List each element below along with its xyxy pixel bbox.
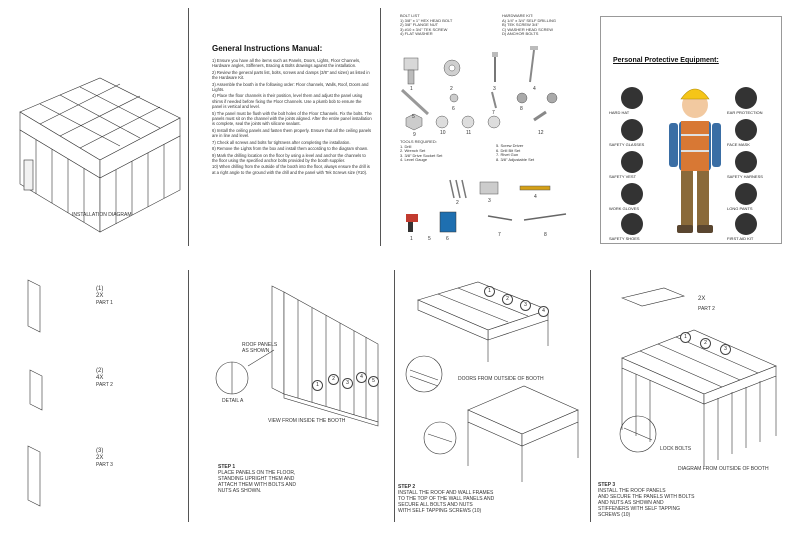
page-divider [590, 270, 591, 522]
tool-number: 6 [446, 236, 449, 242]
tool-number: 8 [544, 232, 547, 238]
part-number: 12 [538, 130, 544, 136]
step-line: PLACE PANELS ON THE FLOOR, [218, 470, 296, 476]
safety-shoes-icon [621, 213, 643, 235]
step-line: TO THE TOP OF THE WALL PANELS AND [398, 496, 495, 502]
ppe-label: SAFETY HARNESS [727, 174, 763, 179]
bolt-list-line: 3) #10 x 3/4" TEK SCREW [400, 26, 448, 32]
roof-note: ROOF PANELS AS SHOWN [242, 342, 278, 354]
work-gloves-icon [621, 183, 643, 205]
safety-vest-icon [621, 151, 643, 173]
step-line: ATTACH THEM WITH BOLTS AND [218, 482, 296, 488]
wrench-set-icon [450, 180, 454, 198]
page-ppe [600, 16, 782, 244]
step-line: AND SECURE THE PANELS WITH BOLTS [598, 494, 695, 500]
tools-line: 8. 3/8" Adjustable Set [496, 156, 535, 162]
ppe-title: Personal Protective Equipment: [613, 57, 719, 64]
step3-instructions [598, 482, 778, 518]
adjustable-wrench-icon [524, 214, 566, 220]
step-line: SECURE ALL BOLTS AND NUTS [398, 502, 473, 508]
drill-icon [406, 214, 418, 232]
tool-number: 3 [488, 198, 491, 204]
instruction-paragraph: 6) Install the ceiling panels and fasten them properly. Ensure that all the ceiling panels are in line and level. [212, 127, 372, 139]
step-line: INSTALL THE ROOF AND WALL FRAMES [398, 490, 494, 496]
socket-set-icon [480, 182, 498, 194]
face-mask-icon [735, 119, 757, 141]
part-qty: 2X [96, 293, 104, 299]
step3-qty: 2X [698, 296, 706, 302]
hardware-kit-line: A) 1/4" x 3/4" SELF DRILLING [502, 17, 556, 23]
ppe-label: FACE MASK [727, 142, 750, 147]
page-parts [0, 270, 188, 532]
instruction-paragraph: 10) When drilling from the outside of the booth into the floor, always ensure the drill is at a right angle to the ground with the drill and the panel with Tek Screws size (#10). [212, 164, 370, 175]
ppe-label: SAFETY SHOES [609, 236, 640, 241]
step1-instructions [218, 464, 388, 494]
cap-nut-icon [517, 93, 527, 103]
step-line: AND NUTS AS SHOWN AND [598, 500, 664, 506]
first-aid-icon [735, 213, 757, 235]
level-gauge-icon [520, 186, 550, 190]
tools-line: TOOLS REQUIRED: [400, 139, 437, 144]
instruction-paragraph: 3) Assemble the booth in the following order: Floor channels, Walls, Roof, Doors and Lights. [212, 81, 369, 93]
step2-instructions [398, 484, 578, 514]
callout: 4 [356, 372, 367, 383]
instruction-paragraph: 4) Place the floor channels in their position, level them and adjust the panel using shims if needed before fixing the Floor Channels. Use a plumb bob to ensure the panel is vertical and level. [212, 93, 363, 110]
part-name: PART 3 [96, 462, 113, 468]
washer-icon [488, 116, 500, 128]
detail-label: DETAIL A [222, 398, 244, 404]
callout: 2 [328, 374, 339, 385]
nut-icon [450, 94, 458, 102]
callout: 1 [484, 286, 495, 297]
rivet-gun-icon [488, 216, 512, 220]
step-title: STEP 2 [398, 484, 416, 490]
step3-part: PART 2 [698, 306, 715, 312]
step1-caption: VIEW FROM INSIDE THE BOOTH [268, 418, 346, 424]
drill-bit-set-icon [440, 212, 456, 232]
hardware-kit-line: C) WASHER HEAD SCREW [502, 26, 553, 32]
page-step2 [398, 270, 588, 532]
harness-icon [735, 151, 757, 173]
tool-number: 4 [534, 194, 537, 200]
part-qty: 4X [96, 375, 104, 381]
long-screw-icon [530, 46, 538, 82]
part-circle: (2) [96, 368, 104, 374]
ppe-label: LONG PANTS [727, 206, 753, 211]
ear-protection-icon [735, 87, 757, 109]
page-divider [394, 270, 395, 522]
page-cover [0, 0, 188, 250]
flange-nut-icon [444, 60, 460, 76]
parts-drawing [0, 270, 188, 532]
hardware-parts-drawing [384, 0, 580, 250]
step2-caption: DOORS FROM OUTSIDE OF BOOTH [458, 376, 544, 382]
step-title: STEP 1 [218, 464, 236, 470]
callout: 1 [312, 380, 323, 391]
part-number: 2 [450, 86, 453, 92]
tools-line: 1. Drill [400, 143, 412, 149]
tek-screw-icon [492, 52, 498, 82]
part-circle: (1) [96, 286, 104, 292]
bolt-list-line: BOLT LIST [400, 13, 420, 18]
callout: 4 [538, 306, 549, 317]
tools-list-right [496, 144, 576, 162]
general-title: General Instructions Manual: [212, 44, 323, 53]
hard-hat-icon [621, 87, 643, 109]
cover-caption: INSTALLATION DIAGRAM [72, 212, 132, 218]
tool-number: 7 [498, 232, 501, 238]
hardware-kit-line: HARDWARE KIT: [502, 13, 534, 18]
step-line: STANDING UPRIGHT THEM AND [218, 476, 295, 482]
ppe-label: SAFETY GLASSES [609, 142, 645, 147]
washer-icon [436, 116, 448, 128]
part-number: 11 [466, 130, 472, 136]
ppe-label: SAFETY VEST [609, 174, 637, 179]
instruction-paragraph: 5) The panel must be flush with the bolt holes of the Floor Channels. Fix the bolts. The panels must sit on the channel with the joints aligned. After the entire panel installation is complete, seal the joints with silicone sealant. [212, 110, 372, 127]
part-number: 10 [440, 130, 446, 136]
bolt-list-line: 4) FLAT WASHER [400, 31, 433, 37]
part-name: PART 1 [96, 300, 113, 306]
tools-line: 4. Level Gauge [400, 157, 428, 163]
long-pants-icon [735, 183, 757, 205]
ppe-label: WORK GLOVES [609, 206, 640, 211]
part-qty: 2X [96, 455, 104, 461]
tools-line: 2. Wrench Set [400, 148, 426, 154]
safety-glasses-icon [621, 119, 643, 141]
part-number: 8 [520, 106, 523, 112]
part-entry [96, 448, 156, 468]
wrench-set-icon [456, 180, 460, 198]
instruction-paragraph: 2) Review the general parts list, bolts, screws and clamps (3/8" and sizes) as listed in the Hardware Kit. [212, 69, 370, 81]
tools-line: 3. 3/8" Drive Socket Set [400, 152, 443, 158]
part-number: 5 [412, 114, 415, 120]
bolt-list-line: 2) 3/8" FLANGE NUT [400, 22, 439, 28]
hardware-kit-line: B) TEK SCREW 3/4" [502, 22, 539, 28]
washer-icon [462, 116, 474, 128]
step-line: INSTALL THE ROOF PANELS [598, 488, 666, 494]
instruction-paragraph: 7) Check all screws and bolts for tightness after completing the installation. [212, 139, 351, 145]
part-number: 7 [492, 110, 495, 116]
step-line: STIFFENERS WITH SELF TAPPING [598, 506, 681, 512]
tools-line: 7. Rivet Gun [496, 152, 519, 158]
callout: 1 [680, 332, 691, 343]
rivet-icon [534, 112, 546, 120]
part-entry [96, 368, 156, 388]
page-step1 [192, 270, 392, 532]
step-title: STEP 3 [598, 482, 616, 488]
page-divider [380, 8, 381, 246]
step-line: WITH SELF TAPPING SCREWS (10) [398, 508, 482, 514]
page-divider [188, 8, 189, 246]
step3-note: LOCK BOLTS [660, 446, 692, 452]
part-entry [96, 286, 156, 306]
step3-caption: DIAGRAM FROM OUTSIDE OF BOOTH [678, 466, 769, 472]
callout: 2 [700, 338, 711, 349]
step-line: NUTS AS SHOWN. [218, 488, 262, 494]
tools-line: 5. Screw Driver [496, 143, 524, 148]
instruction-paragraph: 1) Ensure you have all the items such as Panels, Doors, Lights, Floor Channels, Hardware angles, Stiffeners, Bracing & Bolts drawings against the installation. [212, 58, 361, 69]
ppe-label: EAR PROTECTION [727, 110, 763, 115]
callout: 3 [342, 378, 353, 389]
hex-bolt-icon [404, 58, 418, 84]
tool-number: 1 [410, 236, 413, 242]
general-body [212, 58, 372, 176]
callout: 5 [368, 376, 379, 387]
callout: 2 [502, 294, 513, 305]
ppe-label: HARD HAT [609, 110, 630, 115]
tools-list-left [400, 140, 480, 163]
page-step3 [594, 270, 790, 532]
ppe-label: FIRST AID KIT [727, 236, 754, 241]
part-number: 9 [413, 132, 416, 138]
instruction-paragraph: 9) Mark the drilling location on the floor by using a level and anchor the channels to the floor using the specified anchor bolts provided by the booth supplier. [212, 152, 366, 163]
tool-number: 2 [456, 200, 459, 206]
screw-icon [492, 92, 496, 108]
part-number: 6 [452, 106, 455, 112]
page-general-instructions [192, 0, 378, 250]
part-number: 3 [493, 86, 496, 92]
part-number: 4 [533, 86, 536, 92]
page-hardware-tools [384, 0, 580, 250]
hardware-kit-line: D) ANCHOR BOLTS [502, 31, 539, 37]
tool-number: 5 [428, 236, 431, 242]
tools-line: 6. Drill Bit Set [496, 147, 521, 153]
bolt-list-line: 1) 3/8" x 1" HEX HEAD BOLT [400, 17, 453, 23]
callout: 3 [720, 344, 731, 355]
dome-nut-icon [547, 93, 557, 103]
callout: 3 [520, 300, 531, 311]
part-name: PART 2 [96, 382, 113, 388]
page-divider [188, 270, 189, 522]
instruction-paragraph: 8) Remove the Lights from the box and install them according to the diagram shown. [212, 146, 369, 152]
part-circle: (3) [96, 448, 104, 454]
wrench-set-icon [462, 180, 466, 198]
part-number: 1 [410, 86, 413, 92]
threaded-rod-icon [402, 90, 428, 114]
step-line: SCREWS (10) [598, 512, 631, 518]
